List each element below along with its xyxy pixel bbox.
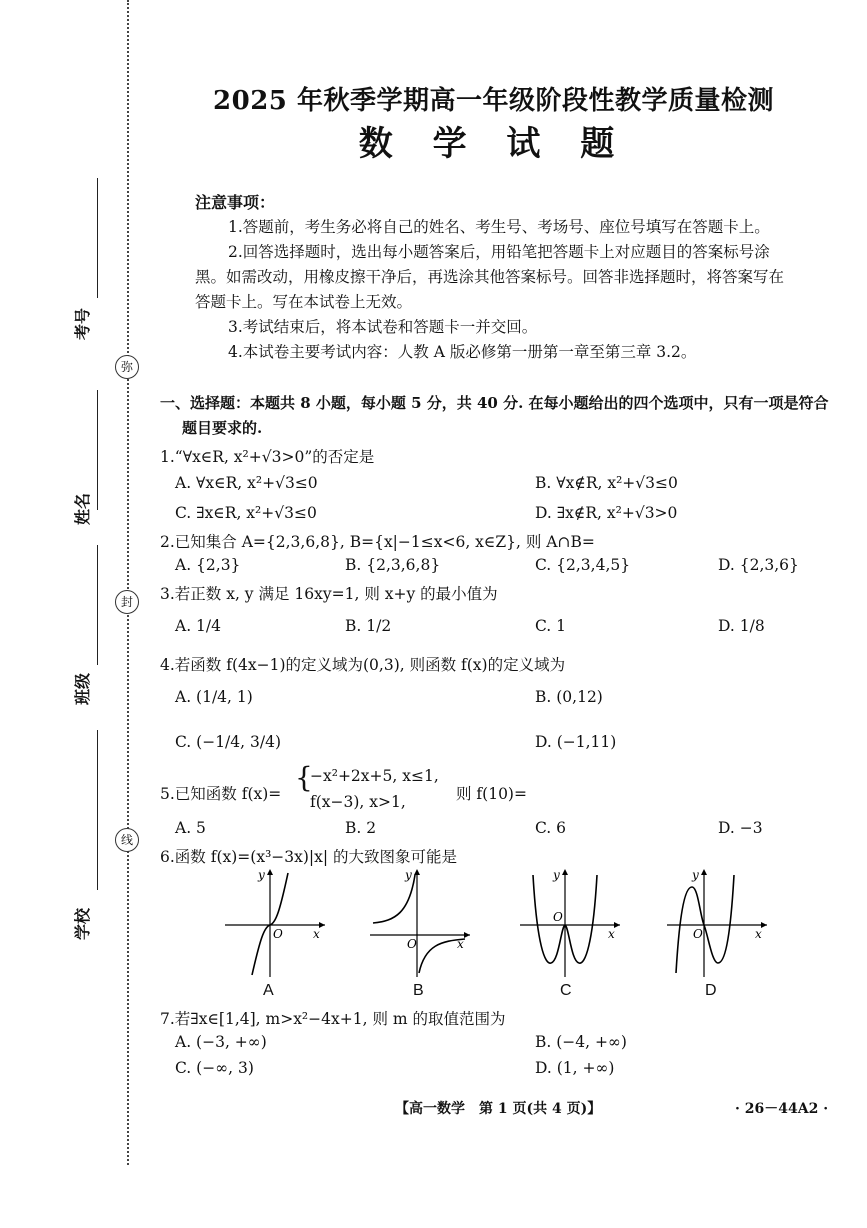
origin-label: O [407, 937, 417, 951]
question-1-stem: 1.“∀x∈R, x²+√3>0”的否定是 [160, 448, 375, 466]
notice-item: 2.回答选择题时，选出每小题答案后，用铅笔把答题卡上对应题目的答案标号涂 [228, 243, 770, 261]
brace: { [295, 761, 313, 794]
graph-label-b: B [413, 982, 424, 999]
name-line [97, 390, 98, 510]
notice-item: 3.考试结束后，将本试卷和答题卡一并交回。 [228, 318, 538, 336]
kaohao-line [97, 178, 98, 298]
subject-title: 数 学 试 题 [358, 124, 629, 164]
axis-label-x: x [313, 927, 320, 941]
q2-option-a: A. {2,3} [175, 556, 241, 574]
graph-label-c: C [560, 982, 572, 999]
q4-option-c: C. (−1/4, 3/4) [175, 733, 281, 751]
seal-char-xian: 线 [115, 828, 139, 852]
graph-c [515, 865, 625, 980]
seal-char-feng: 封 [115, 590, 139, 614]
school-line [97, 730, 98, 890]
section-heading-cont: 题目要求的. [182, 419, 263, 437]
label-class: 班级 [73, 672, 92, 705]
notice-item: 4.本试卷主要考试内容：人教 A 版必修第一册第一章至第三章 3.2。 [228, 343, 697, 361]
label-name: 姓名 [73, 492, 92, 525]
q1-option-c: C. ∃x∈R, x²+√3≤0 [175, 504, 317, 522]
q5-option-b: B. 2 [345, 819, 377, 837]
question-2-stem: 2.已知集合 A={2,3,6,8}, B={x|−1≤x<6, x∈Z}, 则 A∩B= [160, 533, 595, 551]
exam-title: 2025 年秋季学期高一年级阶段性教学质量检测 [213, 86, 774, 116]
q2-option-c: C. {2,3,4,5} [535, 556, 631, 574]
q5-case-1: −x²+2x+5, x≤1, [310, 767, 439, 785]
question-6-stem: 6.函数 f(x)=(x³−3x)|x| 的大致图象可能是 [160, 848, 458, 866]
q7-option-a: A. (−3, +∞) [175, 1033, 267, 1051]
graph-a [220, 865, 330, 980]
axis-label-y: y [553, 868, 560, 882]
seal-char-mi: 弥 [115, 355, 139, 379]
q5-option-c: C. 6 [535, 819, 567, 837]
q5-case-2: f(x−3), x>1, [310, 793, 406, 811]
graph-b [365, 865, 475, 980]
question-5-stem-end: 则 f(10)= [456, 785, 527, 803]
q4-option-a: A. (1/4, 1) [175, 688, 253, 706]
axis-label-x: x [457, 937, 464, 951]
q4-option-d: D. (−1,11) [535, 733, 617, 751]
q1-option-b: B. ∀x∉R, x²+√3≤0 [535, 474, 678, 492]
graph-d [662, 865, 772, 980]
origin-label: O [273, 927, 283, 941]
q7-option-c: C. (−∞, 3) [175, 1059, 254, 1077]
question-7-stem: 7.若∃x∈[1,4], m>x²−4x+1, 则 m 的取值范围为 [160, 1010, 506, 1028]
page-footer: 【高一数学 第 1 页(共 4 页)】 [395, 1101, 602, 1117]
section-heading: 一、选择题：本题共 8 小题，每小题 5 分，共 40 分. 在每小题给出的四个选项中，只有一项是符合 [160, 394, 829, 412]
seal-line [127, 0, 129, 1165]
notice-heading: 注意事项： [195, 193, 276, 212]
question-3-stem: 3.若正数 x, y 满足 16xy=1, 则 x+y 的最小值为 [160, 585, 498, 603]
origin-label: O [693, 927, 703, 941]
class-line [97, 545, 98, 665]
q3-option-d: D. 1/8 [718, 617, 765, 635]
question-5-stem: 5.已知函数 f(x)= [160, 785, 282, 803]
notice-item: 答题卡上。写在本试卷上无效。 [195, 293, 413, 311]
q5-option-d: D. −3 [718, 819, 763, 837]
question-4-stem: 4.若函数 f(4x−1)的定义域为(0,3), 则函数 f(x)的定义域为 [160, 656, 566, 674]
q2-option-b: B. {2,3,6,8} [345, 556, 441, 574]
q7-option-b: B. (−4, +∞) [535, 1033, 627, 1051]
notice-item: 黑。如需改动，用橡皮擦干净后，再选涂其他答案标号。回答非选择题时，将答案写在 [195, 268, 785, 286]
axis-label-y: y [692, 868, 699, 882]
label-kaohao: 考号 [73, 307, 92, 340]
q1-option-a: A. ∀x∈R, x²+√3≤0 [175, 474, 318, 492]
q5-option-a: A. 5 [175, 819, 206, 837]
q4-option-b: B. (0,12) [535, 688, 603, 706]
q7-option-d: D. (1, +∞) [535, 1059, 615, 1077]
graph-label-a: A [263, 982, 274, 999]
q2-option-d: D. {2,3,6} [718, 556, 799, 574]
axis-label-x: x [608, 927, 615, 941]
origin-label: O [553, 910, 563, 924]
q3-option-c: C. 1 [535, 617, 567, 635]
q3-option-b: B. 1/2 [345, 617, 392, 635]
notice-item: 1.答题前，考生务必将自己的姓名、考生号、考场号、座位号填写在答题卡上。 [228, 218, 770, 236]
axis-label-y: y [405, 868, 412, 882]
q1-option-d: D. ∃x∉R, x²+√3>0 [535, 504, 678, 522]
axis-label-y: y [258, 868, 265, 882]
paper-code: · 26－44A2 · [735, 1101, 829, 1117]
label-school: 学校 [73, 907, 92, 940]
axis-label-x: x [755, 927, 762, 941]
q3-option-a: A. 1/4 [175, 617, 221, 635]
graph-label-d: D [705, 982, 717, 999]
